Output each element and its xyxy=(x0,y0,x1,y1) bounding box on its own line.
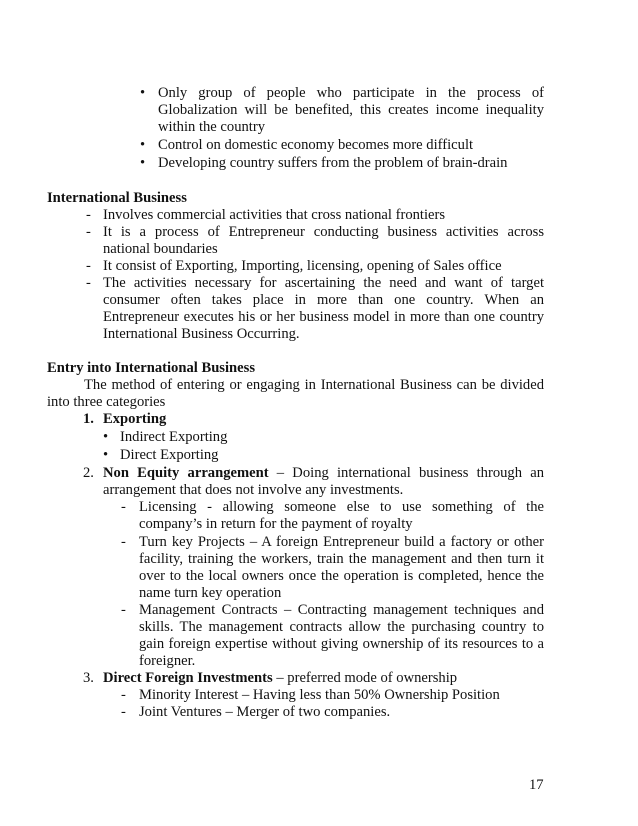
list-number: 1. xyxy=(83,411,94,427)
bullet-icon xyxy=(103,429,108,446)
list-item-line: International Business Occurring. xyxy=(103,326,300,342)
list-item-line: Only group of people who participate in the process of xyxy=(158,85,544,101)
list-item-line: national boundaries xyxy=(103,241,218,257)
dash-marker: - xyxy=(121,534,126,550)
bullet-icon xyxy=(140,155,145,172)
page-number: 17 xyxy=(529,777,544,793)
section-heading: Entry into International Business xyxy=(47,360,255,376)
paragraph-line: into three categories xyxy=(47,394,166,410)
list-item-line: foreigner. xyxy=(139,653,196,669)
bullet-icon xyxy=(140,85,145,102)
list-item-line: Joint Ventures – Merger of two companies. xyxy=(139,704,391,720)
list-item-line: Turn key Projects – A foreign Entrepreneur build a factory or other xyxy=(139,534,544,550)
list-item-line: Licensing - allowing someone else to use something of the xyxy=(139,499,544,515)
list-number: 3. xyxy=(83,670,94,686)
subsection-title: Non Equity arrangement xyxy=(103,465,269,481)
dash-marker: - xyxy=(86,207,91,223)
list-item-line: Control on domestic economy becomes more difficult xyxy=(158,137,474,153)
list-item-line: Indirect Exporting xyxy=(120,429,228,445)
list-item-line: name turn key operation xyxy=(139,585,282,601)
list-item-line: The activities necessary for ascertaining the need and want of target xyxy=(103,275,544,291)
dash-marker: - xyxy=(121,499,126,515)
paragraph-line: The method of entering or engaging in International Business can be divided xyxy=(84,377,544,393)
list-item-line: consumer often takes place in more than one country. When an xyxy=(103,292,544,308)
subsection-line xyxy=(103,670,457,687)
list-item-line: skills. The management contracts allow the purchasing country to xyxy=(139,619,544,635)
subsection-desc: – Doing international business through an xyxy=(268,465,544,481)
list-item-line: gain foreign expertise without giving ownership of its resources to a xyxy=(139,636,544,652)
dash-marker: - xyxy=(86,224,91,240)
bullet-icon xyxy=(103,447,108,464)
list-item-line: company’s in return for the payment of royalty xyxy=(139,516,413,532)
list-item-line: It consist of Exporting, Importing, licensing, opening of Sales office xyxy=(103,258,502,274)
paragraph-line: arrangement that does not involve any investments. xyxy=(103,482,404,498)
list-item-line: Minority Interest – Having less than 50% Ownership Position xyxy=(139,687,500,703)
list-item-line: facility, training the workers, train the management and then turn it xyxy=(139,551,544,567)
list-item-line: It is a process of Entrepreneur conducting business activities across xyxy=(103,224,544,240)
list-item-line: Involves commercial activities that cross national frontiers xyxy=(103,207,446,223)
dash-marker: - xyxy=(121,704,126,720)
section-heading: International Business xyxy=(47,190,187,206)
dash-marker: - xyxy=(86,275,91,291)
list-item-line: Direct Exporting xyxy=(120,447,219,463)
subsection-line xyxy=(103,465,544,482)
dash-marker: - xyxy=(86,258,91,274)
list-item-line: Developing country suffers from the problem of brain-drain xyxy=(158,155,508,171)
list-item-line: Management Contracts – Contracting management techniques and xyxy=(139,602,544,618)
bullet-icon xyxy=(140,137,145,154)
list-number: 2. xyxy=(83,465,94,481)
subsection-title: Direct Foreign Investments xyxy=(103,670,273,686)
subsection-desc: – preferred mode of ownership xyxy=(272,670,458,686)
list-item-line: within the country xyxy=(158,119,266,135)
dash-marker: - xyxy=(121,687,126,703)
dash-marker: - xyxy=(121,602,126,618)
list-item-line: Entrepreneur executes his or her business model in more than one country xyxy=(103,309,544,325)
subsection-title: Exporting xyxy=(103,411,167,427)
list-item-line: Globalization will be benefited, this creates income inequality xyxy=(158,102,544,118)
list-item-line: over to the local owners once the operation is completed, hence the xyxy=(139,568,544,584)
